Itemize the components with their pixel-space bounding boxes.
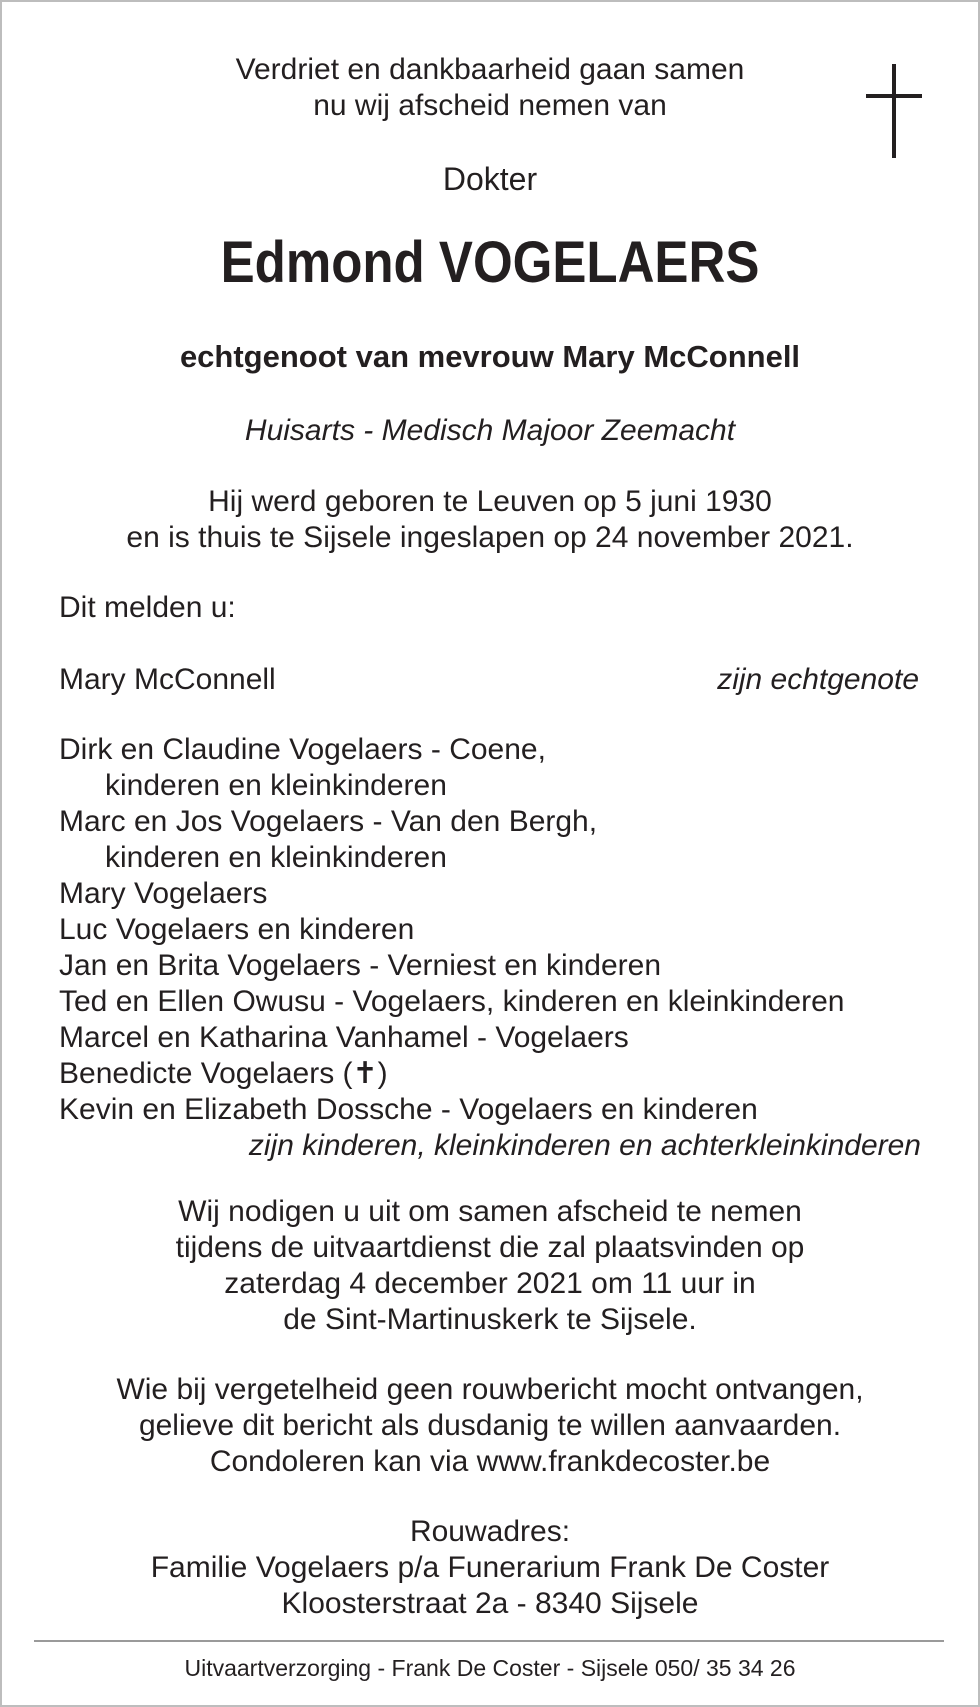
intro-text	[0, 52, 980, 124]
list-item: Kevin en Elizabeth Dossche - Vogelaers en kinderen	[59, 1093, 758, 1126]
footer-undertaker: Uitvaartverzorging - Frank De Coster - Sijsele 050/ 35 34 26	[184, 1655, 796, 1681]
deceased-name: Edmond VOGELAERS	[220, 230, 760, 295]
intro-line: nu wij afscheid nemen van	[313, 89, 667, 122]
invite-line: de Sint-Martinuskerk te Sijsele.	[283, 1303, 697, 1336]
widow-row	[59, 662, 919, 698]
list-item: Mary Vogelaers	[59, 877, 268, 910]
list-item: Marcel en Katharina Vanhamel - Vogelaers	[59, 1021, 629, 1054]
announce-heading: Dit melden u:	[59, 591, 236, 624]
list-item: Luc Vogelaers en kinderen	[59, 913, 415, 946]
widow-name: Mary McConnell	[59, 663, 276, 696]
intro-line: Verdriet en dankbaarheid gaan samen	[235, 53, 745, 86]
life-dates	[0, 484, 980, 556]
list-item: Benedicte Vogelaers (✝)	[59, 1057, 388, 1090]
family-role: zijn kinderen, kleinkinderen en achterkleinkinderen	[248, 1129, 921, 1162]
list-item: Dirk en Claudine Vogelaers - Coene,	[59, 733, 546, 766]
notice-line: gelieve dit bericht als dusdanig te willen aanvaarden.	[138, 1409, 842, 1442]
funeral-invitation	[0, 1194, 980, 1338]
notice-text	[0, 1372, 980, 1480]
list-item: kinderen en kleinkinderen	[105, 769, 447, 802]
mourning-address	[0, 1514, 980, 1622]
deceased-title: Dokter	[442, 161, 538, 197]
list-item: kinderen en kleinkinderen	[105, 841, 447, 874]
notice-line: Condoleren kan via www.frankdecoster.be	[209, 1445, 771, 1478]
list-item: Ted en Ellen Owusu - Vogelaers, kinderen en kleinkinderen	[59, 985, 845, 1018]
notice-line: Wie bij vergetelheid geen rouwbericht mocht ontvangen,	[116, 1373, 864, 1406]
birth-line: Hij werd geboren te Leuven op 5 juni 1930	[208, 485, 772, 518]
list-item: Jan en Brita Vogelaers - Verniest en kinderen	[59, 949, 662, 982]
death-line: en is thuis te Sijsele ingeslapen op 24 november 2021.	[126, 521, 854, 554]
address-line: Kloosterstraat 2a - 8340 Sijsele	[281, 1587, 699, 1620]
list-item: Marc en Jos Vogelaers - Van den Bergh,	[59, 805, 598, 838]
divider	[34, 1640, 944, 1642]
spouse-line: echtgenoot van mevrouw Mary McConnell	[179, 339, 801, 374]
widow-role: zijn echtgenote	[717, 663, 919, 696]
invite-line: zaterdag 4 december 2021 om 11 uur in	[224, 1267, 756, 1300]
family-list	[59, 732, 921, 1164]
address-line: Familie Vogelaers p/a Funerarium Frank De Coster	[150, 1551, 830, 1584]
invite-line: tijdens de uitvaartdienst die zal plaatsvinden op	[175, 1231, 805, 1264]
invite-line: Wij nodigen u uit om samen afscheid te nemen	[178, 1195, 802, 1228]
profession: Huisarts - Medisch Majoor Zeemacht	[244, 414, 736, 447]
address-label: Rouwadres:	[409, 1515, 571, 1548]
